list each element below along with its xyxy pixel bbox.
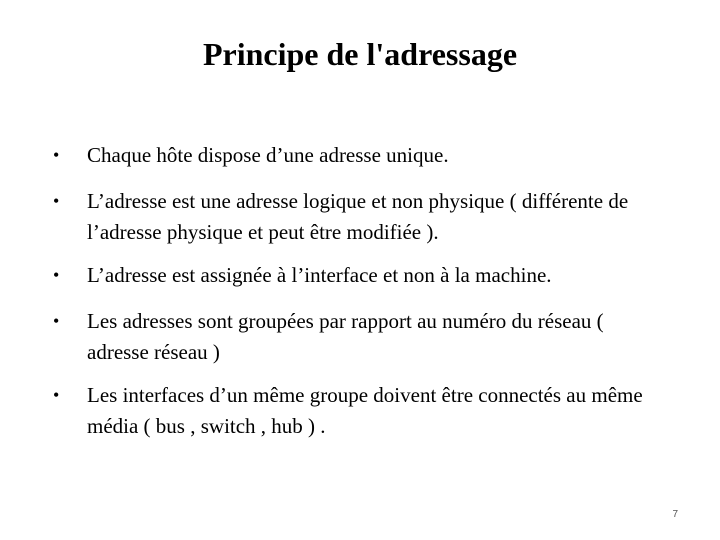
bullet-text: Les interfaces d’un même groupe doivent être connectés au même média ( bus , switch , hub ) . <box>87 383 643 438</box>
bullet-dot: • <box>53 265 60 285</box>
bullet-text: L’adresse est assignée à l’interface et non à la machine. <box>87 263 552 287</box>
bullet-text: L’adresse est une adresse logique et non physique ( différente de l’adresse physique et peut être modifiée ). <box>87 189 629 244</box>
bullet-item <box>50 380 670 442</box>
slide-title: Principe de l'adressage <box>202 36 518 72</box>
bullet-item <box>50 140 670 171</box>
bullet-dot: • <box>53 311 60 331</box>
bullet-dot: • <box>53 385 60 405</box>
bullet-dot: • <box>53 145 60 165</box>
bullet-item <box>50 306 670 368</box>
bullet-item <box>50 260 670 291</box>
page-number: 7 <box>672 509 678 520</box>
bullet-list <box>50 140 670 457</box>
bullet-item <box>50 186 670 248</box>
bullet-text: Les adresses sont groupées par rapport au numéro du réseau ( adresse réseau ) <box>87 309 604 364</box>
bullet-text: Chaque hôte dispose d’une adresse unique. <box>87 143 449 167</box>
bullet-dot: • <box>53 191 60 211</box>
